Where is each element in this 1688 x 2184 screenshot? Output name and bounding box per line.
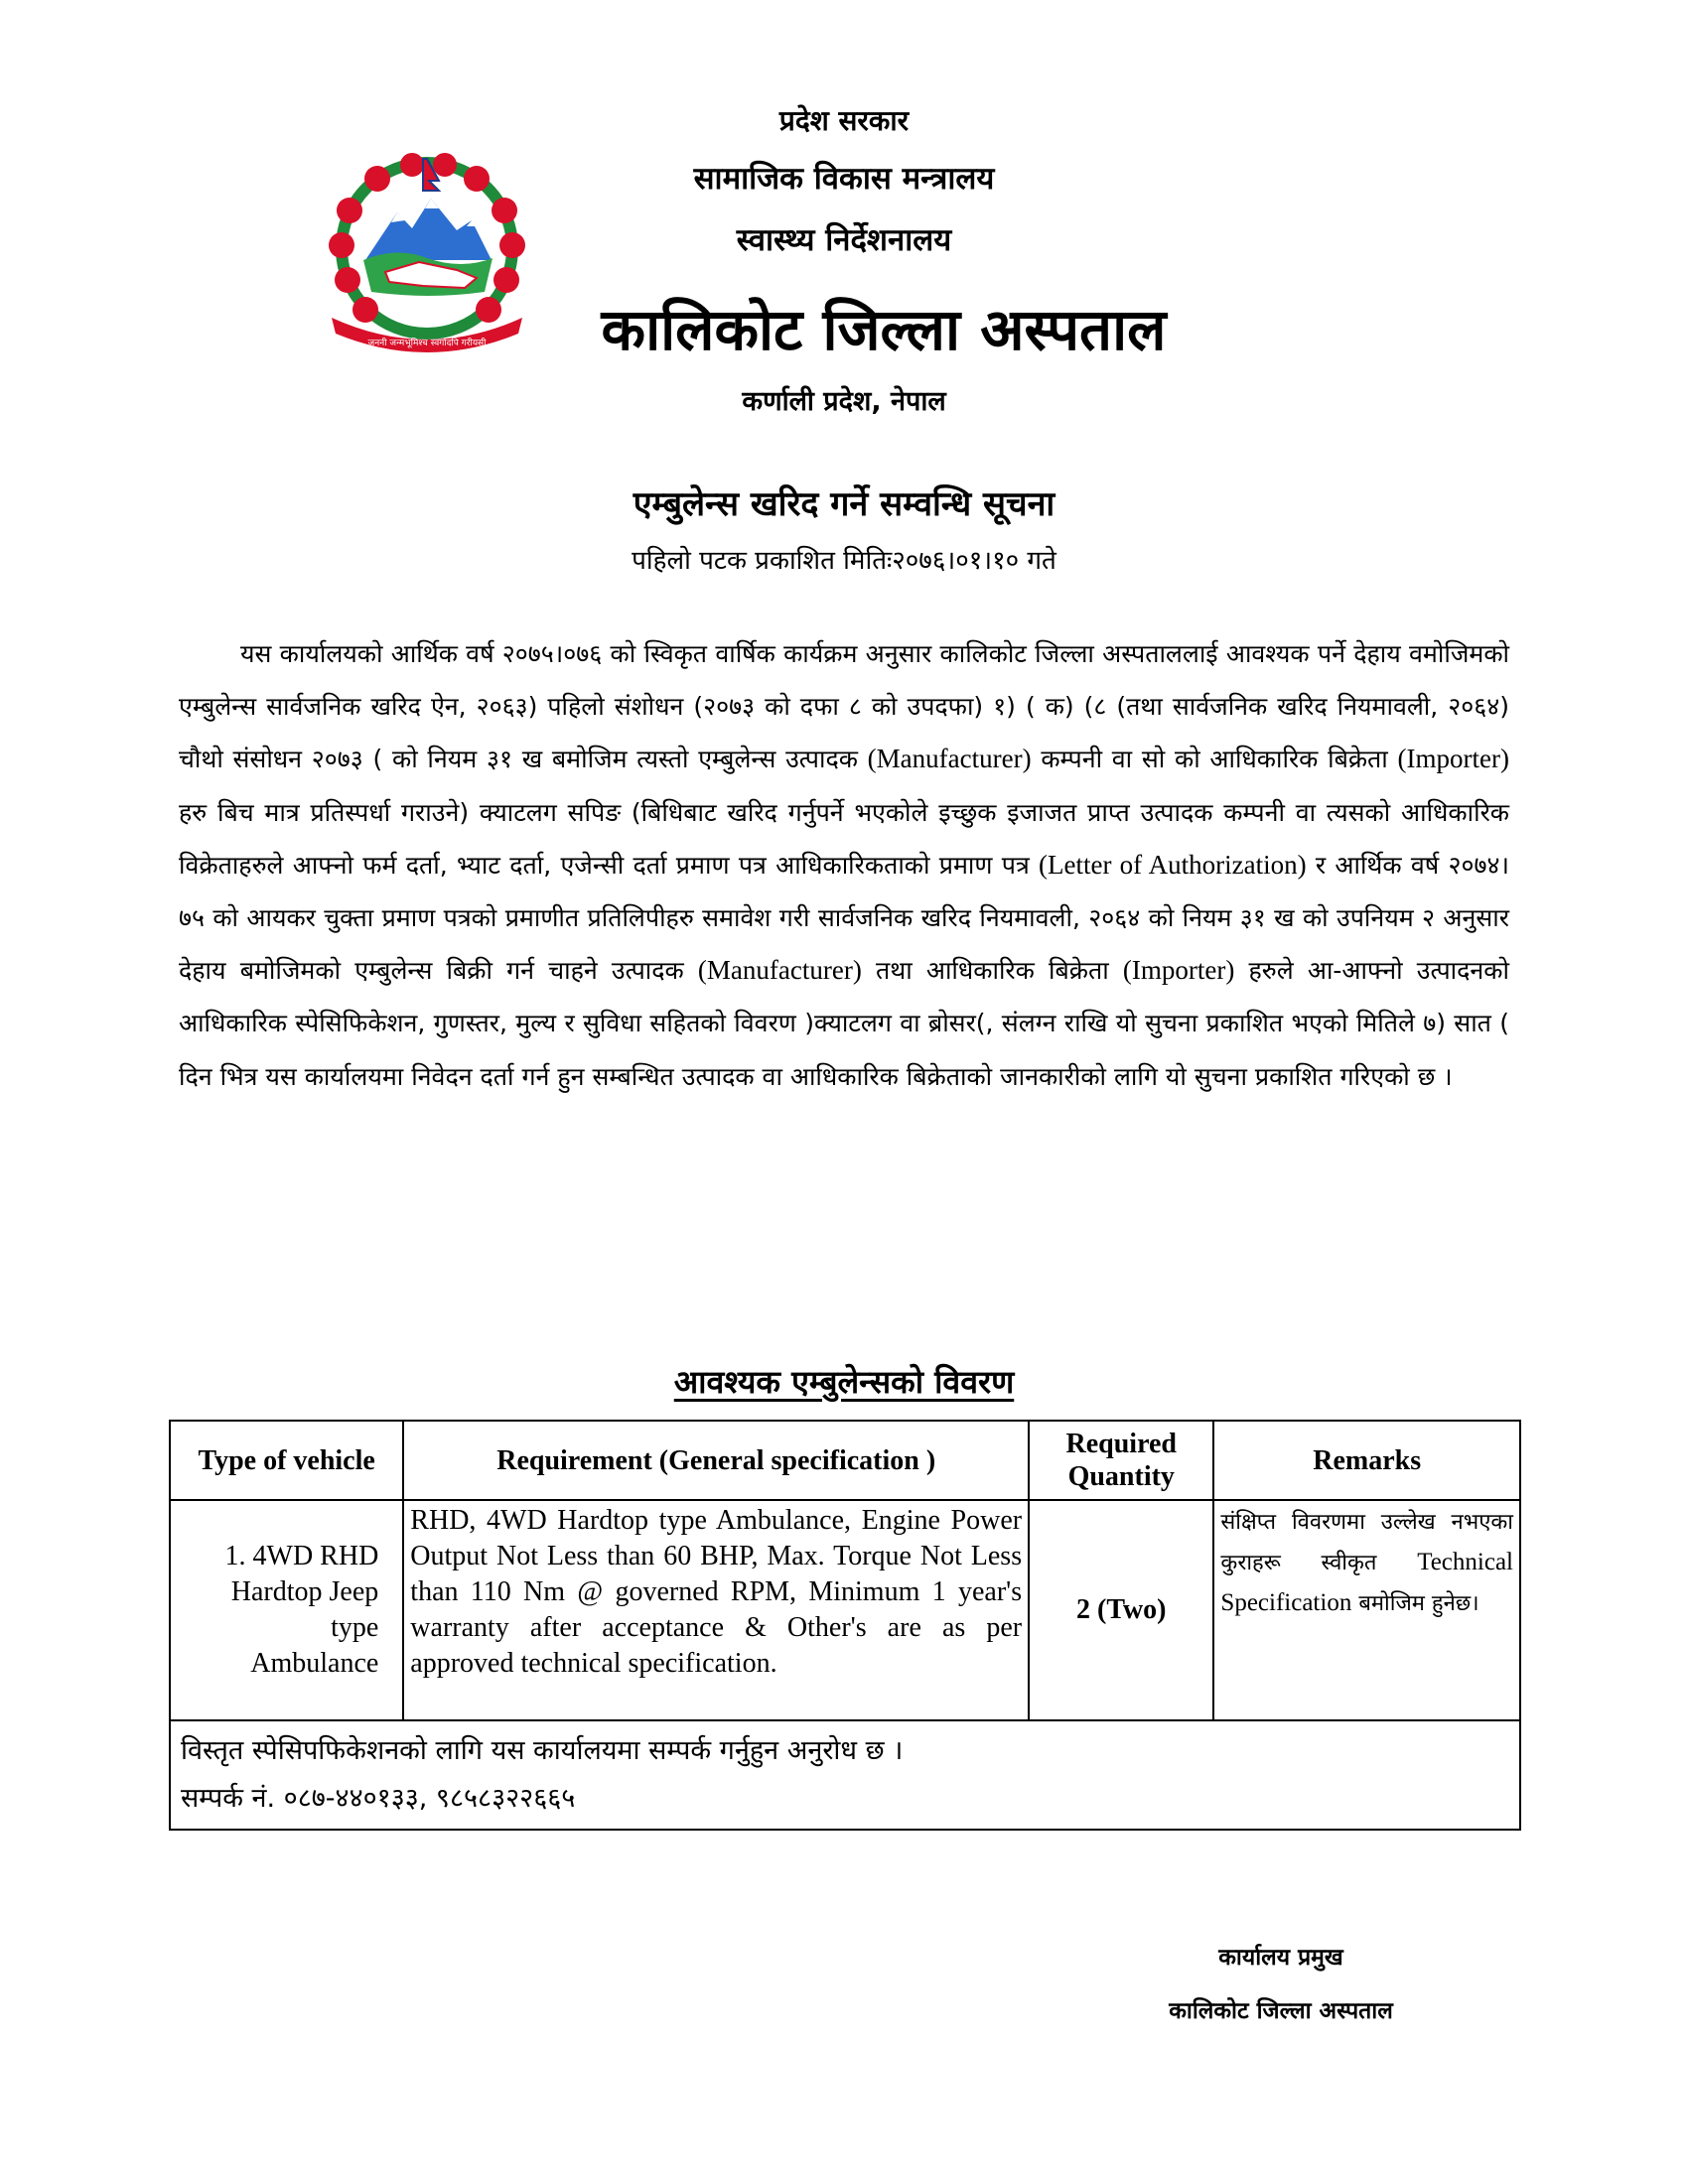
body-text-en: (Importer) xyxy=(1122,955,1235,986)
header-type-of-vehicle: Type of vehicle xyxy=(170,1421,403,1500)
body-text-en: (Manufacturer) xyxy=(697,955,862,986)
notice-title: एम्बुलेन्स खरिद गर्ने सम्वन्धि सूचना xyxy=(633,484,1055,524)
body-text: कम्पनी वा सो को आधिकारिक बिक्रेता xyxy=(1041,745,1388,774)
header-remarks: Remarks xyxy=(1213,1421,1520,1500)
published-date: पहिलो पटक प्रकाशित मितिः२०७६।०१।१० गते xyxy=(632,546,1056,576)
header-required-quantity: Required Quantity xyxy=(1029,1421,1213,1500)
ministry-line: सामाजिक विकास मन्त्रालय xyxy=(693,161,995,197)
signature-office: कालिकोट जिल्ला अस्पताल xyxy=(1169,1998,1393,2024)
table-row xyxy=(170,1500,1520,1720)
body-text: हरुले आ-आफ्नो उत्पादनको आधिकारिक स्पेसिफिकेशन, गुणस्तर, मुल्य र सुविधा सहितको विवरण )क्याटलग वा ब्रोसर(, संलग्न राखि यो सुचना प्रकाशित भएको मितिले ७) सात ( दिन भित्र यस कार्यालयमा निवेदन दर्ता गर्न हुन सम्बन्धित उत्पादक वा आधिकारिक बिक्रेताको जानकारीको लागि यो सुचना प्रकाशित गरिएको छ । xyxy=(179,956,1509,1091)
vehicle-type-line: Ambulance xyxy=(250,1648,379,1679)
body-text: तथा आधिकारिक बिक्रेता xyxy=(876,956,1109,986)
section-title-text: आवश्यक एम्बुलेन्सको विवरण xyxy=(673,1363,1015,1401)
remarks-text: बमोजिम हुनेछ। xyxy=(1358,1591,1479,1616)
directorate-line: स्वास्थ्य निर्देशनालय xyxy=(736,222,952,258)
body-text-en: (Letter of Authorization) xyxy=(1039,849,1307,880)
body-text: यस कार्यालयको आर्थिक वर्ष २०७५।०७६ को स्विकृत वार्षिक कार्यक्रम अनुसार कालिकोट जिल्ला अस्पताललाई आवश्यक पर्ने देहाय वमोजिमको एम्बुलेन्स सार्वजनिक खरिद ऐन, २०६३) पहिलो संशोधन (२०७३ को दफा ८ को उपदफा) १) ( क) (८ (तथा सार्वजनिक खरिद नियमावली, २०६४) चौथो संसोधन २०७३ ( को नियम ३१ ख बमोजिम त्यस्तो एम्बुलेन्स उत्पादक xyxy=(179,639,1509,774)
vehicle-type-cell xyxy=(170,1500,403,1720)
svg-text:जननी जन्मभूमिश्च स्वर्गादपि गर: जननी जन्मभूमिश्च स्वर्गादपि गरीयसी xyxy=(367,339,487,348)
ambulance-spec-table xyxy=(169,1420,1521,1831)
vehicle-type-line: Hardtop Jeep xyxy=(230,1576,379,1607)
body-text-en: (Importer) xyxy=(1397,744,1509,774)
remarks-text: संक्षिप्त विवरणमा उल्लेख नभएका कुराहरू स्वीकृत xyxy=(1220,1510,1513,1575)
table-header-row xyxy=(170,1421,1520,1500)
header-requirement: Requirement (General specification ) xyxy=(403,1421,1029,1500)
contact-request: विस्तृत स्पेसिपफिकेशनको लागि यस कार्यालयमा सम्पर्क गर्नुहुन अनुरोध छ । xyxy=(181,1735,904,1766)
vehicle-type-line: 1. 4WD RHD xyxy=(224,1541,379,1571)
govt-line: प्रदेश सरकार xyxy=(778,104,910,137)
body-text: हरु बिच मात्र प्रतिस्पर्धा गराउने) क्याटलग सपिङ (बिधिबाट खरिद गर्नुपर्ने भएकोले इच्छुक इजाजत प्राप्त उत्पादक कम्पनी वा त्यसको आधिकारिक विक्रेताहरुले आफ्नो फर्म दर्ता, भ्याट दर्ता, एजेन्सी दर्ता प्रमाण पत्र आधिकारिकताको प्रमाण पत्र xyxy=(179,797,1509,880)
vehicle-type-line: type xyxy=(331,1612,379,1643)
body-text: र आर्थिक वर्ष २०७४।७५ को आयकर चुक्ता प्रमाण पत्रको प्रमाणीत प्रतिलिपीहरु समावेश गरी सार्वजनिक खरिद नियमावली, २०६४ को नियम ३१ ख को उपनियम २ अनुसार देहाय बमोजिमको एम्बुलेन्स बिक्री गर्न चाहने उत्पादक xyxy=(179,850,1509,986)
quantity-cell: 2 (Two) xyxy=(1029,1500,1213,1720)
notice-body xyxy=(179,627,1509,1103)
remarks-text-en: Technical Specification xyxy=(1220,1549,1513,1616)
contact-cell xyxy=(170,1720,1520,1830)
signature-block xyxy=(1122,1931,1440,2038)
table-footer-row xyxy=(170,1720,1520,1830)
remarks-cell xyxy=(1213,1500,1520,1720)
signature-title: कार्यालय प्रमुख xyxy=(1218,1945,1343,1971)
contact-numbers: सम्पर्क नं. ०८७-४४०१३३, ९८५८३२२६६५ xyxy=(181,1783,576,1814)
office-address: कर्णाली प्रदेश, नेपाल xyxy=(742,386,946,417)
office-name: कालिकोट जिल्ला अस्पताल xyxy=(601,296,1167,363)
body-text-en: (Manufacturer) xyxy=(867,744,1032,774)
section-title xyxy=(0,1360,1688,1403)
requirement-cell: RHD, 4WD Hardtop type Ambulance, Engine Power Output Not Less than 60 BHP, Max. Torque Not Less than 110 Nm @ governed RPM, Minimum 1 year's warranty after acceptance & Other's are as per approved technical specification. xyxy=(403,1500,1029,1720)
